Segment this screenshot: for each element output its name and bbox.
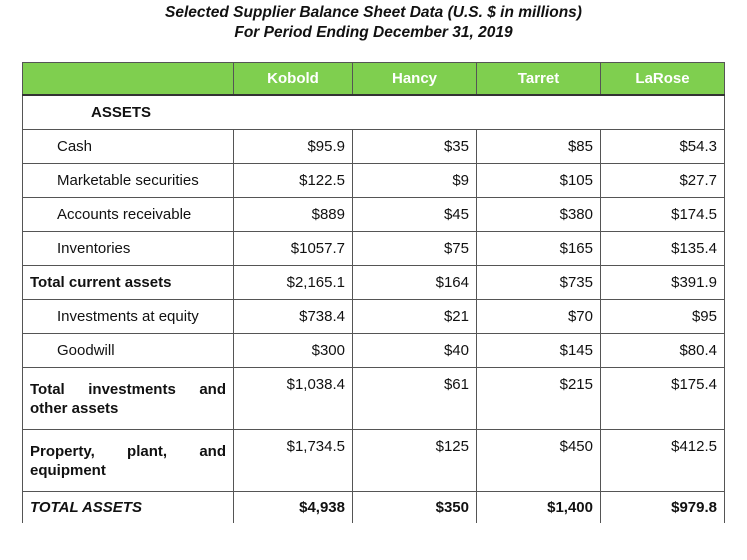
cell-value: $450: [477, 430, 601, 492]
title-line-1: Selected Supplier Balance Sheet Data (U.S. $ in millions): [165, 4, 582, 21]
cell-value: $979.8: [601, 492, 725, 524]
cell-value: $889: [234, 198, 353, 232]
cell-value: $735: [477, 266, 601, 300]
cell-value: $1,038.4: [234, 368, 353, 430]
cell-value: $350: [353, 492, 477, 524]
cell-value: $95: [601, 300, 725, 334]
cell-value: $391.9: [601, 266, 725, 300]
page-title: [0, 3, 747, 43]
cell-value: $54.3: [601, 130, 725, 164]
table-row: [23, 430, 725, 492]
cell-value: $412.5: [601, 430, 725, 492]
table-row: [23, 130, 725, 164]
column-header-larose: LaRose: [601, 63, 725, 96]
header-blank-cell: [23, 63, 234, 96]
cell-value: $122.5: [234, 164, 353, 198]
cell-value: $215: [477, 368, 601, 430]
cell-value: $165: [477, 232, 601, 266]
cell-value: $380: [477, 198, 601, 232]
table-row: [23, 300, 725, 334]
cell-value: $174.5: [601, 198, 725, 232]
table-row: [23, 368, 725, 430]
table-row: [23, 334, 725, 368]
header-row: [23, 63, 725, 96]
cell-value: $1,734.5: [234, 430, 353, 492]
balance-sheet-table: [22, 62, 725, 523]
cell-value: $35: [353, 130, 477, 164]
section-row: [23, 95, 725, 130]
cell-value: $125: [353, 430, 477, 492]
row-label: Cash: [23, 130, 234, 164]
cell-value: $40: [353, 334, 477, 368]
cell-value: $9: [353, 164, 477, 198]
cell-value: $85: [477, 130, 601, 164]
cell-value: $300: [234, 334, 353, 368]
cell-value: $164: [353, 266, 477, 300]
cell-value: $175.4: [601, 368, 725, 430]
table-row: [23, 164, 725, 198]
row-label: Marketable securities: [23, 164, 234, 198]
cell-value: $738.4: [234, 300, 353, 334]
cell-value: $1057.7: [234, 232, 353, 266]
cell-value: $1,400: [477, 492, 601, 524]
cell-value: $2,165.1: [234, 266, 353, 300]
total-row: [23, 492, 725, 524]
cell-value: $4,938: [234, 492, 353, 524]
cell-value: $145: [477, 334, 601, 368]
cell-value: $80.4: [601, 334, 725, 368]
section-label-assets: ASSETS: [23, 95, 725, 130]
column-header-hancy: Hancy: [353, 63, 477, 96]
cell-value: $61: [353, 368, 477, 430]
cell-value: $105: [477, 164, 601, 198]
title-line-2: For Period Ending December 31, 2019: [234, 24, 513, 41]
table-row: [23, 232, 725, 266]
cell-value: $21: [353, 300, 477, 334]
row-label: Accounts receivable: [23, 198, 234, 232]
row-label: Investments at equity: [23, 300, 234, 334]
table-row: [23, 266, 725, 300]
table-row: [23, 198, 725, 232]
row-label: Inventories: [23, 232, 234, 266]
cell-value: $95.9: [234, 130, 353, 164]
cell-value: $27.7: [601, 164, 725, 198]
row-label: TOTAL ASSETS: [23, 492, 234, 524]
row-label: Goodwill: [23, 334, 234, 368]
cell-value: $70: [477, 300, 601, 334]
column-header-tarret: Tarret: [477, 63, 601, 96]
cell-value: $45: [353, 198, 477, 232]
cell-value: $135.4: [601, 232, 725, 266]
row-label: Total current assets: [23, 266, 234, 300]
cell-value: $75: [353, 232, 477, 266]
column-header-kobold: Kobold: [234, 63, 353, 96]
row-label: Total investments and other assets: [23, 368, 234, 430]
row-label: Property, plant, and equipment: [23, 430, 234, 492]
